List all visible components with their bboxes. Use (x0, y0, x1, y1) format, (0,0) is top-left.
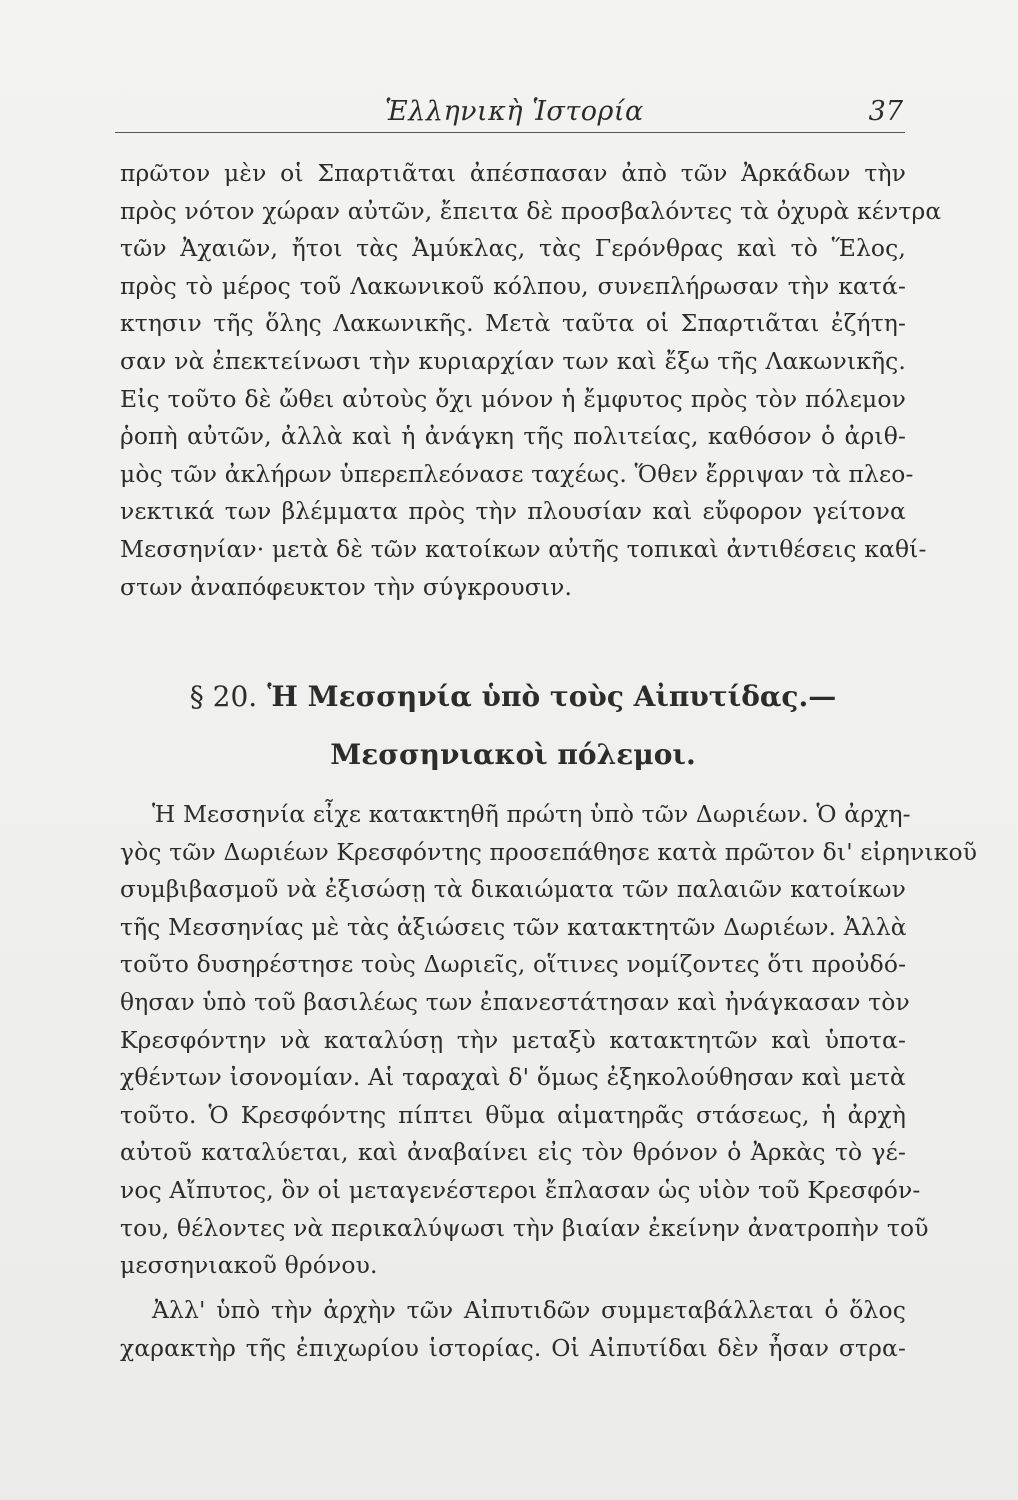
running-title: Ἑλληνικὴ Ἱστορία (385, 96, 644, 127)
text-line: ῥοπὴ αὐτῶν, ἀλλὰ καὶ ἡ ἀνάγκη τῆς πολιτείας, καθόσον ὁ ἀριθ- (120, 422, 906, 451)
text-line: μεσσηνιακοῦ θρόνου. (120, 1251, 378, 1280)
section-title-part-2: Μεσσηνιακοὶ πόλεμοι. (330, 738, 696, 771)
text-line: συμβιβασμοῦ νὰ ἐξισώσῃ τὰ δικαιώματα τῶν παλαιῶν κατοίκων (120, 875, 906, 904)
text-line: πρῶτον μὲν οἱ Σπαρτιᾶται ἀπέσπασαν ἀπὸ τῶν Ἀρκάδων τὴν (120, 159, 906, 187)
text-line: τῶν Ἀχαιῶν, ἤτοι τὰς Ἀμύκλας, τὰς Γερόνθρας καὶ τὸ Ἕλος, (120, 234, 906, 263)
text-line: Εἰς τοῦτο δὲ ὤθει αὐτοὺς ὄχι μόνον ἡ ἔμφυτος πρὸς τὸν πόλεμον (120, 384, 906, 413)
text-line: θησαν ὑπὸ τοῦ βασιλέως των ἐπανεστάτησαν καὶ ἠνάγκασαν τὸν (120, 987, 910, 1016)
text-line: Ἀλλ' ὑπὸ τὴν ἀρχὴν τῶν Αἰπυτιδῶν συμμεταβάλλεται ὁ ὅλος (152, 1296, 906, 1324)
text-line: Μεσσηνίαν· μετὰ δὲ τῶν κατοίκων αὐτῆς τοπικαὶ ἀντιθέσεις καθί- (120, 534, 927, 563)
text-line: τοῦτο. Ὁ Κρεσφόντης πίπτει θῦμα αἱματηρᾶς στάσεως, ἡ ἀρχὴ (120, 1100, 906, 1129)
text-line: στων ἀναπόφευκτον τὴν σύγκρουσιν. (120, 572, 573, 601)
text-line: πρὸς τὸ μέρος τοῦ Λακωνικοῦ κόλπου, συνεπλήρωσαν τὴν κατά- (120, 271, 906, 300)
text-line: γὸς τῶν Δωριέων Κρεσφόντης προσεπάθησε κατὰ πρῶτον δι' εἰρηνικοῦ (120, 837, 978, 866)
text-line: σαν νὰ ἐπεκτείνωσι τὴν κυριαρχίαν των καὶ ἔξω τῆς Λακωνικῆς. (120, 346, 906, 375)
page-number: 37 (868, 96, 903, 127)
text-line: πρὸς νότον χώραν αὐτῶν, ἔπειτα δὲ προσβαλόντες τὰ ὀχυρὰ κέντρα (120, 196, 942, 225)
text-line: χθέντων ἰσονομίαν. Αἱ ταραχαὶ δ' ὅμως ἐξηκολούθησαν καὶ μετὰ (120, 1063, 906, 1092)
text-line: του, θέλοντες νὰ περικαλύψωσι τὴν βιαίαν ἐκείνην ἀνατροπὴν τοῦ (120, 1213, 929, 1242)
section-heading-line-1 (120, 668, 906, 726)
section-title-part-1: Ἡ Μεσσηνία ὑπὸ τοὺς Αἰπυτίδας.— (267, 680, 837, 713)
paragraph-spartan-expansion (120, 155, 942, 606)
text-line: χαρακτὴρ τῆς ἐπιχωρίου ἱστορίας. Οἱ Αἰπυτίδαι δὲν ἦσαν στρα- (120, 1333, 906, 1362)
text-line: Κρεσφόντην νὰ καταλύσῃ τὴν μεταξὺ κατακτητῶν καὶ ὑποτα- (120, 1025, 906, 1054)
text-line: αὐτοῦ καταλύεται, καὶ ἀναβαίνει εἰς τὸν θρόνον ὁ Ἀρκὰς τὸ γέ- (120, 1138, 906, 1167)
section-number: § 20. (189, 680, 258, 713)
text-line: νεκτικά των βλέμματα πρὸς τὴν πλουσίαν καὶ εὔφορον γείτονα (120, 497, 906, 526)
paragraph-messenia-conquest (120, 796, 978, 1285)
text-line: Ἡ Μεσσηνία εἶχε κατακτηθῆ πρώτη ὑπὸ τῶν Δωριέων. Ὁ ἀρχη- (152, 800, 911, 828)
text-line: τοῦτο δυσηρέστησε τοὺς Δωριεῖς, οἵτινες νομίζοντες ὅτι προὐδό- (120, 950, 907, 979)
section-heading (120, 668, 906, 784)
paragraph-aipytids (120, 1292, 906, 1367)
text-line: μὸς τῶν ἀκλήρων ὑπερεπλεόνασε ταχέως. Ὅθεν ἔρριψαν τὰ πλεο- (120, 459, 914, 488)
text-line: νος Αἴπυτος, ὃν οἱ μεταγενέστεροι ἔπλασαν ὡς υἱὸν τοῦ Κρεσφόν- (120, 1175, 921, 1204)
text-line: τῆς Μεσσηνίας μὲ τὰς ἀξιώσεις τῶν κατακτητῶν Δωριέων. Ἀλλὰ (120, 912, 907, 941)
text-line: κτησιν τῆς ὅλης Λακωνικῆς. Μετὰ ταῦτα οἱ Σπαρτιᾶται ἐζήτη- (120, 309, 906, 338)
running-header (115, 96, 905, 133)
